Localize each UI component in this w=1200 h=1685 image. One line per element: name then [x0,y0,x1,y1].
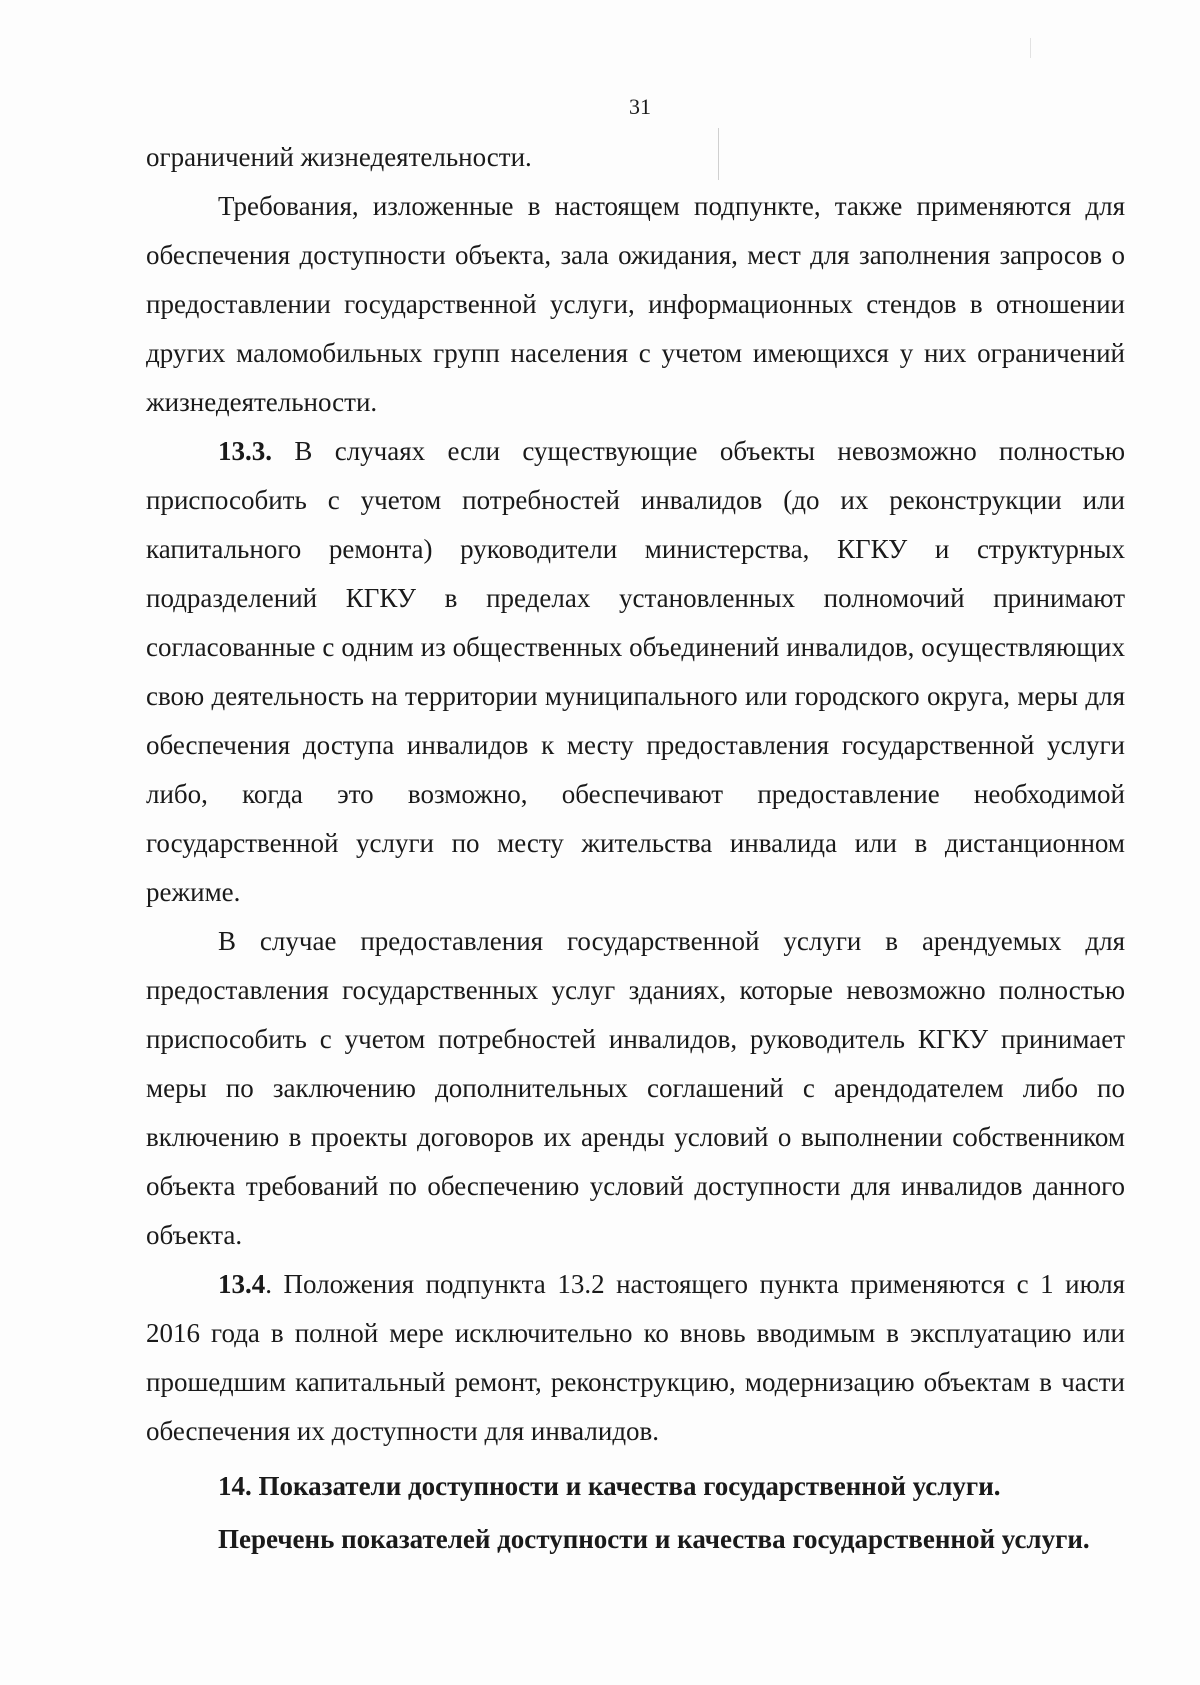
clause-number-13-3: 13.3. [218,436,272,466]
clause-text-13-3: В случаях если существующие объекты невозможно полностью приспособить с учетом потребностей инвалидов (до их реконструкции или капитального ремонта) руководители министерства, КГКУ и структурных подразделений КГКУ в пределах установленных полномочий принимают согласованные с одним из общественных объединений инвалидов, осуществляющих свою деятельность на территории муниципального или городского округа, меры для обеспечения доступа инвалидов к месту предоставления государственной услуги либо, когда это возможно, обеспечивают предоставление необходимой государственной услуги по месту жительства инвалида или в дистанционном режиме. [146,436,1125,907]
clause-number-13-4: 13.4 [218,1269,266,1299]
paragraph-13-4 [146,1260,1125,1456]
paragraph-rented-buildings: В случае предоставления государственной услуги в арендуемых для предоставления государственных услуг зданиях, которые невозможно полностью приспособить с учетом потребностей инвалидов, руководитель КГКУ принимает меры по заключению дополнительных соглашений с арендодателем либо по включению в проекты договоров их аренды условий о выполнении собственником объекта требований по обеспечению условий доступности для инвалидов данного объекта. [146,926,1125,1250]
section-heading-14: 14. Показатели доступности и качества государственной услуги. [218,1471,1001,1501]
page-number: 31 [629,94,651,119]
document-body [146,133,1125,1564]
section-subheading-indicators: Перечень показателей доступности и качества государственной услуги. [218,1524,1090,1554]
scan-artifact-line [1030,38,1031,58]
clause-text-13-4: . Положения подпункта 13.2 настоящего пункта применяются с 1 июля 2016 года в полной мере исключительно ко вновь вводимым в эксплуатацию или прошедшим капитальный ремонт, реконструкцию, модернизацию объектам в части обеспечения их доступности для инвалидов. [146,1269,1125,1446]
paragraph-continuation: ограничений жизнедеятельности. [146,142,532,172]
paragraph-requirements: Требования, изложенные в настоящем подпункте, также применяются для обеспечения доступности объекта, зала ожидания, мест для заполнения запросов о предоставлении государственной услуги, информационных стендов в отношении других маломобильных групп населения с учетом имеющихся у них ограничений жизнедеятельности. [146,191,1125,417]
paragraph-13-3 [146,427,1125,917]
